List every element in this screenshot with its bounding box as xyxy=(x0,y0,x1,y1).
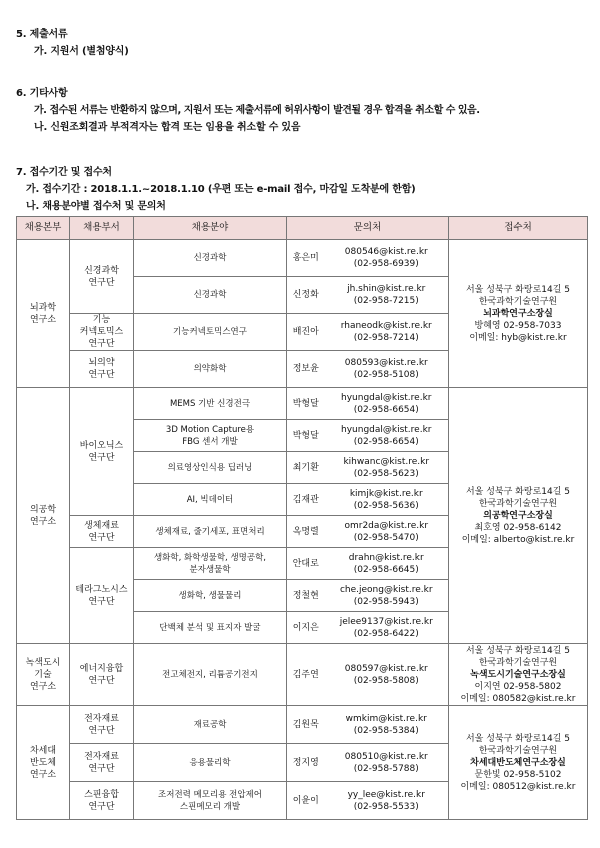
division-cell: 의공학 연구소 xyxy=(17,388,70,644)
contact-phone: (02-958-6654) xyxy=(353,436,419,447)
contact-cell xyxy=(325,452,449,484)
place-email: 이메일: hyb@kist.re.kr xyxy=(469,332,567,343)
contact-phone: (02-958-6422) xyxy=(353,628,419,639)
contact-phone: (02-958-5788) xyxy=(353,763,419,774)
contact-person: 이지은 xyxy=(287,612,325,644)
contact-person: 박형달 xyxy=(287,388,325,420)
table-row xyxy=(17,388,588,420)
contact-email: 080546@kist.re.kr xyxy=(344,247,428,257)
contact-person: 최기환 xyxy=(287,452,325,484)
contact-phone: (02-958-6645) xyxy=(353,564,419,575)
table-header-row xyxy=(17,217,588,240)
contact-email: hyungdal@kist.re.kr xyxy=(341,424,432,435)
table-row xyxy=(17,240,588,277)
place-cell xyxy=(449,388,588,644)
contact-cell xyxy=(325,516,449,548)
contact-email: 080593@kist.re.kr xyxy=(344,358,428,368)
header-division: 채용본부 xyxy=(17,217,70,240)
place-institute: 한국과학기술연구원 xyxy=(478,296,558,307)
contact-cell xyxy=(325,706,449,744)
place-address: 서울 성북구 화랑로14길 5 xyxy=(465,486,570,497)
contact-phone: (02-958-5808) xyxy=(353,675,419,686)
field-cell: 생화학, 생물물리 xyxy=(134,580,287,612)
contact-phone: (02-958-5384) xyxy=(353,725,419,736)
contact-email: jh.shin@kist.re.kr xyxy=(347,284,426,294)
place-address: 서울 성북구 화랑로14길 5 xyxy=(465,645,570,656)
dept-cell: 기능 커넥토믹스 연구단 xyxy=(70,314,134,351)
contact-cell xyxy=(325,420,449,452)
contact-email: 080510@kist.re.kr xyxy=(344,751,428,762)
field-cell: 의료영상인식용 딥러닝 xyxy=(134,452,287,484)
contact-person: 정철현 xyxy=(287,580,325,612)
contact-email: yy_lee@kist.re.kr xyxy=(347,789,425,800)
place-cell xyxy=(449,644,588,706)
contact-phone: (02-958-7215) xyxy=(353,296,419,306)
contact-person: 배진아 xyxy=(287,314,325,351)
contact-phone: (02-958-5470) xyxy=(353,532,419,543)
contact-person: 정지영 xyxy=(287,744,325,782)
dept-cell: 신경과학 연구단 xyxy=(70,240,134,314)
contact-email: che.jeong@kist.re.kr xyxy=(339,584,433,595)
contact-email: 080597@kist.re.kr xyxy=(344,663,428,674)
place-name-phone: 최호영 02-958-6142 xyxy=(474,522,562,533)
division-cell: 녹색도시 기술 연구소 xyxy=(17,644,70,706)
contact-person: 이윤이 xyxy=(287,782,325,820)
dept-cell: 에너지융합 연구단 xyxy=(70,644,134,706)
field-cell: MEMS 기반 신경전극 xyxy=(134,388,287,420)
place-cell xyxy=(449,706,588,820)
section-6-item-2: 나. 신원조회결과 부적격자는 합격 또는 임용을 취소할 수 있음 xyxy=(34,122,301,133)
contact-email: omr2da@kist.re.kr xyxy=(344,520,429,531)
header-place: 접수처 xyxy=(449,217,588,240)
contact-cell xyxy=(325,644,449,706)
contact-phone: (02-958-5108) xyxy=(353,370,419,380)
table-row xyxy=(17,706,588,744)
field-cell: 전고체전지, 리튬공기전지 xyxy=(134,644,287,706)
contact-email: kihwanc@kist.re.kr xyxy=(343,456,430,467)
contact-phone: (02-958-5943) xyxy=(353,596,419,607)
field-cell: AI, 빅데이터 xyxy=(134,484,287,516)
header-field: 채용분야 xyxy=(134,217,287,240)
contact-email: jelee9137@kist.re.kr xyxy=(339,616,433,627)
dept-cell: 스핀융합 연구단 xyxy=(70,782,134,820)
place-name-phone: 방혜영 02-958-7033 xyxy=(474,320,562,331)
contact-cell xyxy=(325,782,449,820)
section-7-item-2: 나. 채용분야별 접수처 및 문의처 xyxy=(26,201,166,212)
contact-person: 신정화 xyxy=(287,277,325,314)
dept-cell: 바이오닉스 연구단 xyxy=(70,388,134,516)
field-cell: 생화학, 화학생물학, 생명공학, 분자생물학 xyxy=(134,548,287,580)
contact-cell xyxy=(325,548,449,580)
contact-cell xyxy=(325,314,449,351)
place-name-phone: 문한빛 02-958-5102 xyxy=(474,769,562,780)
field-cell: 신경과학 xyxy=(134,277,287,314)
contact-phone: (02-958-7214) xyxy=(353,333,419,343)
field-cell: 단백체 분석 및 표지자 발굴 xyxy=(134,612,287,644)
place-office: 의공학연구소장실 xyxy=(483,510,553,521)
place-institute: 한국과학기술연구원 xyxy=(478,498,558,509)
contact-person: 안대로 xyxy=(287,548,325,580)
contact-cell xyxy=(325,580,449,612)
section-5-item: 가. 지원서 (별첨양식) xyxy=(34,46,129,57)
contact-person: 정보윤 xyxy=(287,351,325,388)
field-cell: 재료공학 xyxy=(134,706,287,744)
place-email: 이메일: 080582@kist.re.kr xyxy=(460,693,576,704)
contact-cell xyxy=(325,351,449,388)
contact-person: 옥명렬 xyxy=(287,516,325,548)
contact-cell xyxy=(325,612,449,644)
section-6-title: 6. 기타사항 xyxy=(16,88,68,99)
contact-phone: (02-958-5533) xyxy=(353,801,419,812)
division-cell: 뇌과학 연구소 xyxy=(17,240,70,388)
dept-cell: 테라그노시스 연구단 xyxy=(70,548,134,644)
field-cell: 3D Motion Capture용 FBG 센서 개발 xyxy=(134,420,287,452)
contact-person: 김재관 xyxy=(287,484,325,516)
contact-email: drahn@kist.re.kr xyxy=(348,552,424,563)
section-7-item-1: 가. 접수기간 : 2018.1.1.~2018.1.10 (우편 또는 e-mail 접수, 마감일 도착분에 한함) xyxy=(26,184,416,195)
section-7-title: 7. 접수기간 및 접수처 xyxy=(16,167,112,178)
dept-cell: 전자재료 연구단 xyxy=(70,706,134,744)
dept-cell: 뇌의약 연구단 xyxy=(70,351,134,388)
field-cell: 신경과학 xyxy=(134,240,287,277)
field-cell: 생체재료, 줄기세포, 표면처리 xyxy=(134,516,287,548)
dept-cell: 전자재료 연구단 xyxy=(70,744,134,782)
contact-phone: (02-958-6939) xyxy=(353,259,419,269)
contact-person: 박형달 xyxy=(287,420,325,452)
contact-email: wmkim@kist.re.kr xyxy=(345,713,427,724)
contact-cell xyxy=(325,744,449,782)
table-row xyxy=(17,644,588,706)
place-office: 뇌과학연구소장실 xyxy=(483,308,553,319)
contact-phone: (02-958-5623) xyxy=(353,468,419,479)
dept-cell: 생체재료 연구단 xyxy=(70,516,134,548)
contact-person: 김주연 xyxy=(287,644,325,706)
place-address: 서울 성북구 화랑로14길 5 xyxy=(465,284,570,295)
place-email: 이메일: 080512@kist.re.kr xyxy=(460,781,576,792)
division-cell: 차세대 반도체 연구소 xyxy=(17,706,70,820)
contact-email: kimjk@kist.re.kr xyxy=(349,488,423,499)
contact-phone: (02-958-5636) xyxy=(353,500,419,511)
contact-cell xyxy=(325,388,449,420)
header-dept: 채용부서 xyxy=(70,217,134,240)
field-cell: 의약화학 xyxy=(134,351,287,388)
place-name-phone: 이지연 02-958-5802 xyxy=(474,681,562,692)
field-cell: 기능커넥토믹스연구 xyxy=(134,314,287,351)
section-5-title: 5. 제출서류 xyxy=(16,29,68,40)
recruitment-contact-table xyxy=(16,216,588,820)
contact-email: hyungdal@kist.re.kr xyxy=(341,392,432,403)
place-institute: 한국과학기술연구원 xyxy=(478,657,558,668)
field-cell: 응용물리학 xyxy=(134,744,287,782)
contact-person: 홍은미 xyxy=(287,240,325,277)
contact-cell xyxy=(325,240,449,277)
place-institute: 한국과학기술연구원 xyxy=(478,745,558,756)
section-6-item-1: 가. 접수된 서류는 반환하지 않으며, 지원서 또는 제출서류에 허위사항이 발견될 경우 합격을 취소할 수 있음. xyxy=(34,105,480,116)
contact-cell xyxy=(325,484,449,516)
place-email: 이메일: alberto@kist.re.kr xyxy=(461,534,575,545)
header-contact: 문의처 xyxy=(287,217,449,240)
place-cell xyxy=(449,240,588,388)
contact-person: 김원목 xyxy=(287,706,325,744)
place-office: 녹색도시기술연구소장실 xyxy=(470,669,566,680)
contact-email: rhaneodk@kist.re.kr xyxy=(340,321,432,331)
contact-cell xyxy=(325,277,449,314)
place-address: 서울 성북구 화랑로14길 5 xyxy=(465,733,570,744)
field-cell: 조저전력 메모리용 전압제어 스핀메모리 개발 xyxy=(134,782,287,820)
contact-phone: (02-958-6654) xyxy=(353,404,419,415)
place-office: 차세대반도체연구소장실 xyxy=(470,757,566,768)
